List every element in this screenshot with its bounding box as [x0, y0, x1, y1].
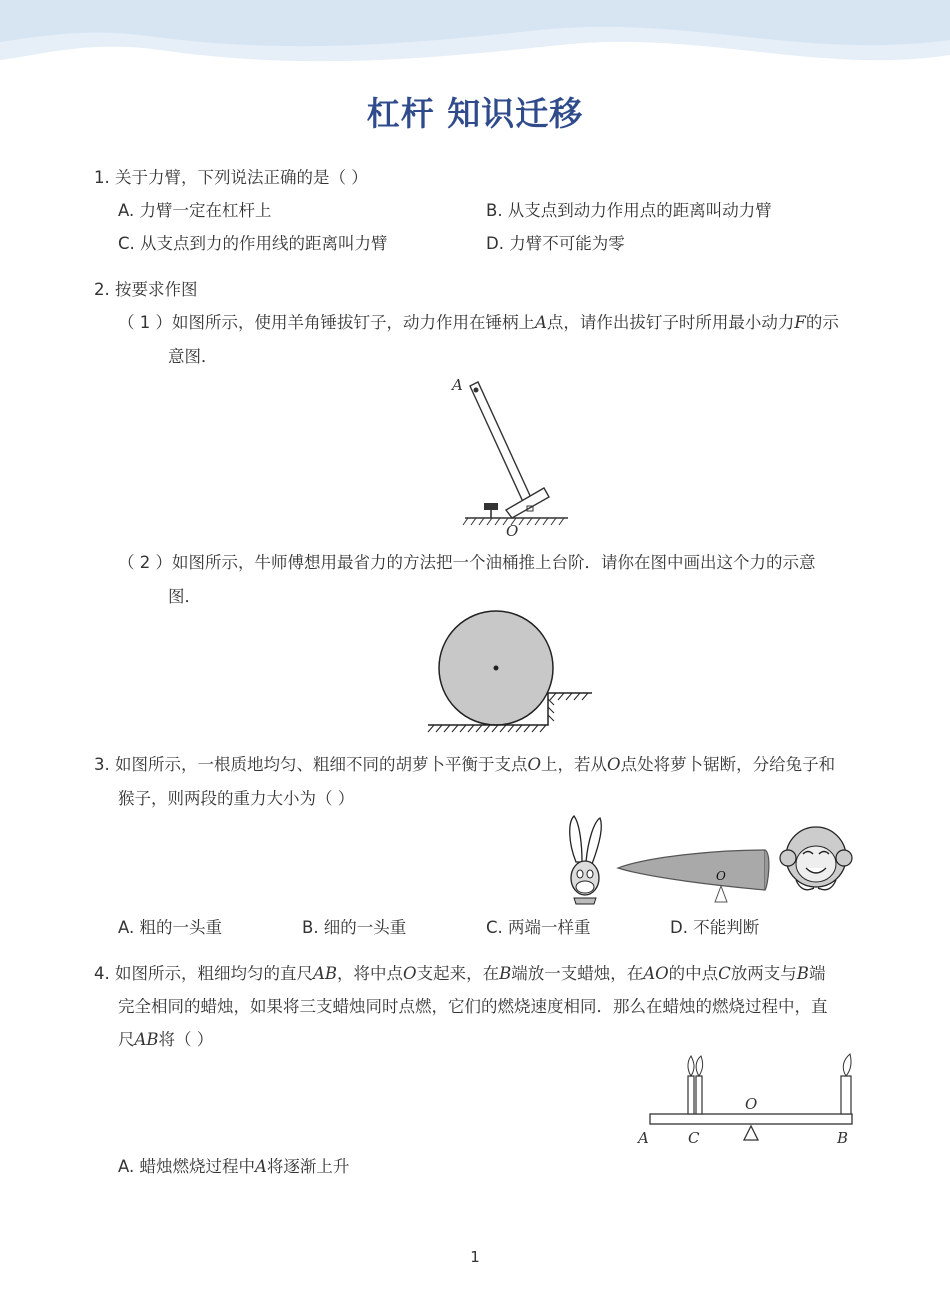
q2-part2-line1: （ 2 ）如图所示，牛师傅想用最省力的方法把一个油桶推上台阶．请你在图中画出这个力的示意 — [118, 553, 816, 572]
carrot — [618, 850, 765, 890]
q3-text-c: 点处将萝卜锯断，分给兔子和 — [620, 755, 836, 774]
ruler-label-c: C — [688, 1129, 700, 1147]
q3-var-o1: O — [527, 755, 542, 774]
ruler-label-a: A — [638, 1129, 649, 1147]
carrot-label-o: O — [716, 869, 726, 883]
q2-part1-var-a: A — [535, 313, 547, 332]
q2-stem: 2. 按要求作图 — [94, 280, 198, 299]
q4-opta-text-a: A. 蜡烛燃烧过程中 — [118, 1157, 255, 1176]
q4-var-ao: AO — [643, 964, 669, 983]
q4-var-b2: B — [796, 964, 809, 983]
hammer-label-o: O — [506, 522, 519, 540]
ruler — [650, 1114, 852, 1124]
q4-opta-text-b: 将逐渐上升 — [266, 1157, 350, 1176]
candle-pair-c — [688, 1056, 703, 1114]
q3-text-b: 上，若从 — [541, 755, 608, 774]
ruler-label-o: O — [745, 1095, 758, 1113]
q3-option-b: B. 细的一头重 — [302, 918, 407, 937]
monkey-icon — [780, 827, 852, 890]
q3-option-d: D. 不能判断 — [670, 918, 760, 937]
q2-part2-line2: 图． — [168, 587, 201, 606]
q2-part1-text-c: 的示 — [805, 313, 839, 332]
q4-text-d: 端放一支蜡烛，在 — [511, 964, 644, 983]
q4-text-e: 的中点 — [668, 964, 719, 983]
q4-text-b: ，将中点 — [337, 964, 404, 983]
hammer-point-a — [474, 388, 479, 393]
q3-line1 — [94, 755, 835, 775]
hammer-figure — [440, 370, 580, 540]
q4-line2: 完全相同的蜡烛，如果将三支蜡烛同时点燃，它们的燃烧速度相同．那么在蜡烛的燃烧过程中，直 — [118, 997, 828, 1016]
candle-b — [841, 1054, 851, 1114]
q2-part1-text-a: （ 1 ）如图所示，使用羊角锤拔钉子，动力作用在锤柄上 — [118, 313, 535, 332]
q1-option-a: A. 力臂一定在杠杆上 — [118, 201, 272, 220]
q4-opta-var-a: A — [255, 1157, 267, 1176]
q2-part1-var-f: F — [794, 313, 806, 332]
q3-var-o2: O — [607, 755, 621, 774]
page-number: 1 — [470, 1248, 480, 1266]
q4-var-o: O — [403, 964, 417, 983]
q2-part1-line1 — [118, 313, 839, 333]
q3-option-a: A. 粗的一头重 — [118, 918, 222, 937]
q1-option-b: B. 从支点到动力作用点的距离叫动力臂 — [486, 201, 772, 220]
carrot-fulcrum — [715, 886, 727, 902]
carrot-end — [765, 850, 769, 890]
page-title: 杠杆 知识迁移 — [366, 94, 584, 133]
q4-text-a: 4. 如图所示，粗细均匀的直尺 — [94, 964, 313, 983]
carrot-figure — [560, 812, 855, 910]
ruler-label-b: B — [837, 1129, 849, 1147]
q4-var-b1: B — [499, 964, 512, 983]
nail-head — [484, 503, 498, 510]
q4-text-i: 将（ ） — [158, 1030, 214, 1049]
q1-option-d: D. 力臂不可能为零 — [486, 234, 625, 253]
q1-stem: 1. 关于力臂，下列说法正确的是（ ） — [94, 168, 368, 187]
q4-var-ab1: AB — [313, 964, 338, 983]
q4-var-ab2: AB — [134, 1030, 159, 1049]
ruler-fulcrum — [744, 1126, 758, 1140]
q2-part1-line2: 意图． — [168, 347, 218, 366]
hammer-label-a: A — [452, 376, 463, 394]
hammer-handle — [470, 382, 532, 504]
q3-option-c: C. 两端一样重 — [486, 918, 591, 937]
ruler-candle-figure — [632, 1052, 860, 1150]
q3-text-a: 3. 如图所示，一根质地均匀、粗细不同的胡萝卜平衡于支点 — [94, 755, 528, 774]
oil-drum-figure — [420, 605, 605, 740]
q4-line1 — [94, 964, 825, 984]
q1-option-c: C. 从支点到力的作用线的距离叫力臂 — [118, 234, 388, 253]
q4-text-c: 支起来，在 — [416, 964, 500, 983]
rabbit-icon — [570, 816, 602, 904]
header-wave-decoration — [0, 0, 950, 80]
q4-var-c: C — [718, 964, 731, 983]
q4-text-f: 放两支与 — [730, 964, 797, 983]
q3-line2: 猴子，则两段的重力大小为（ ） — [118, 789, 355, 808]
q4-option-a — [118, 1157, 349, 1177]
q2-part1-text-b: 点，请作出拔钉子时所用最小动力 — [546, 313, 795, 332]
oil-drum-center — [494, 666, 499, 671]
q4-text-h: 尺 — [118, 1030, 135, 1049]
q4-line3 — [118, 1030, 213, 1050]
q4-text-g: 端 — [808, 964, 826, 983]
